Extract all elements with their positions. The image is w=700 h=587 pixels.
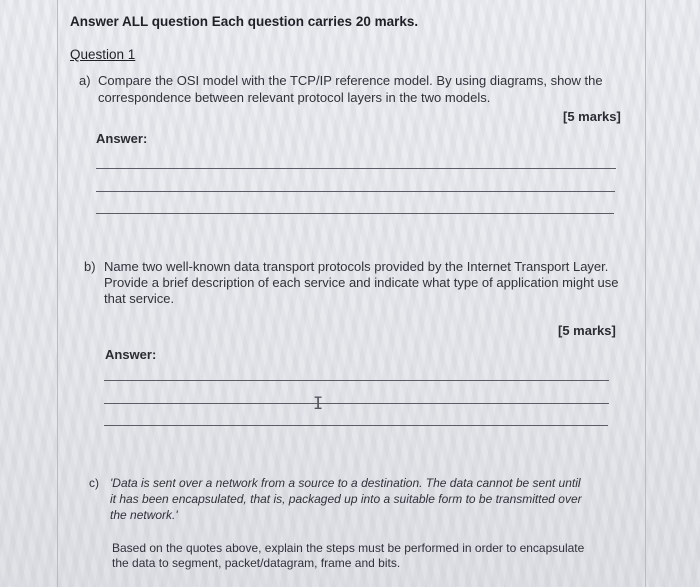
part-a-answer-line-3[interactable] [96,213,614,214]
part-c-prompt-line-1: Based on the quotes above, explain the steps must be performed in order to encapsulate [112,541,585,555]
part-c-quote-line-2: it has been encapsulated, that is, packaged up into a suitable form to be transmitted over [110,492,582,506]
part-c-prompt-line-2: the data to segment, packet/datagram, frame and bits. [112,556,401,570]
part-b-line-1: Name two well-known data transport protocols provided by the Internet Transport Layer. [104,259,609,274]
part-a-label: a) [79,73,91,88]
part-a-answer-line-2[interactable] [96,191,615,192]
part-b-answer-line-3[interactable] [104,425,608,426]
part-b-line-2: Provide a brief description of each service and indicate what type of application might use [104,275,619,290]
text-cursor-icon: I [313,394,324,414]
part-a-marks: [5 marks] [563,109,621,124]
part-b-label: b) [84,259,96,274]
part-b-line-3: that service. [104,291,175,306]
part-c-quote-line-1: 'Data is sent over a network from a source to a destination. The data cannot be sent until [110,476,581,490]
part-a-line-1: Compare the OSI model with the TCP/IP reference model. By using diagrams, show the [98,73,603,88]
part-a-line-2: correspondence between relevant protocol layers in the two models. [98,90,491,105]
part-b-answer-line-2[interactable] [104,403,609,404]
exam-instructions-header: Answer ALL question Each question carries 20 marks. [70,14,419,29]
part-a-answer-line-1[interactable] [96,168,616,169]
part-c-label: c) [89,476,99,490]
part-c-quote-line-3: the network.' [110,508,178,522]
part-a-answer-label: Answer: [96,131,148,146]
part-b-answer-label: Answer: [105,347,157,362]
part-b-answer-line-1[interactable] [104,380,609,381]
question-title: Question 1 [70,47,136,62]
part-b-marks: [5 marks] [558,323,616,338]
